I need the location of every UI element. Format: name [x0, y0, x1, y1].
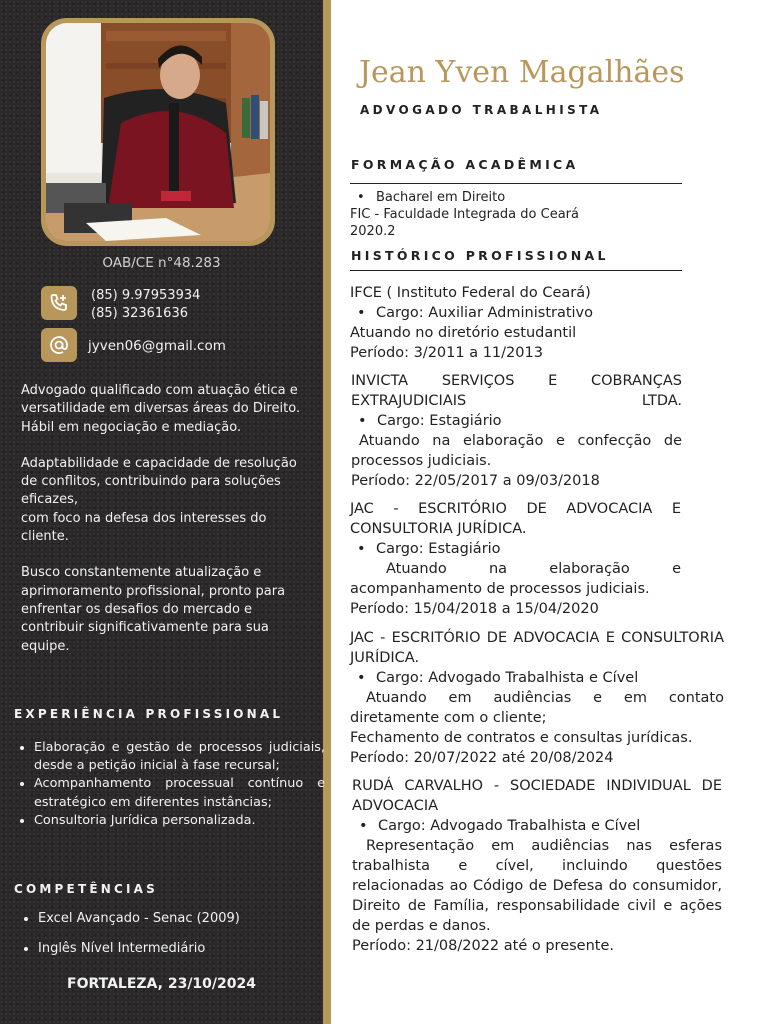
profile-photo: [41, 18, 275, 246]
experience-list: [18, 739, 325, 830]
job-entry: [350, 283, 680, 363]
job-entry: [350, 499, 681, 619]
graduation-year: 2020.2: [350, 224, 396, 239]
experience-title: EXPERIÊNCIA PROFISSIONAL: [14, 707, 284, 721]
skill-item: • Excel Avançado - Senac (2009): [38, 911, 328, 941]
job-company: IFCE ( Instituto Federal do Ceará): [350, 285, 591, 301]
history-title: HISTÓRICO PROFISSIONAL: [351, 248, 609, 263]
job-description-2: Fechamento de contratos e consultas jurídicas.: [350, 730, 693, 746]
job-period: Período: 3/2011 a 11/2013: [350, 345, 543, 361]
job-role: • Cargo: Estagiário: [350, 539, 681, 559]
email-address[interactable]: jyven06@gmail.com: [88, 338, 226, 354]
education-title: FORMAÇÃO ACADÊMICA: [351, 157, 579, 172]
at-sign-icon: [41, 328, 77, 362]
summary-line-4: com foco na defesa dos interesses do cliente.: [21, 510, 267, 545]
history-divider: [350, 270, 682, 271]
job-description: Representação em audiências nas esferas trabalhista e cível, incluindo questões relacionadas ao Código de Defesa do consumidor, Direito de Família, responsabilidade civil e ações de perdas e danos.: [352, 838, 722, 934]
location-date: FORTALEZA, 23/10/2024: [67, 976, 256, 992]
job-company: INVICTA SERVIÇOS E COBRANÇAS EXTRAJUDICIAIS LTDA.: [351, 373, 682, 409]
phone-plus-icon: [41, 286, 77, 320]
job-company: JAC - ESCRITÓRIO DE ADVOCACIA E CONSULTORIA JURÍDICA.: [350, 630, 724, 666]
skills-title: COMPETÊNCIAS: [14, 882, 158, 896]
job-description: Atuando em audiências e em contato diretamente com o cliente;: [350, 690, 724, 726]
oab-number: OAB/CE n°48.283: [102, 255, 221, 271]
job-company: JAC - ESCRITÓRIO DE ADVOCACIA E CONSULTORIA JURÍDICA.: [350, 501, 681, 537]
phone-1[interactable]: (85) 9.97953934: [91, 288, 201, 303]
summary-line-3: Adaptabilidade e capacidade de resolução de conflitos, contribuindo para soluções eficazes,: [21, 455, 297, 508]
summary-line-2: Hábil em negociação e mediação.: [21, 419, 242, 435]
skill-item: • Inglês Nível Intermediário: [38, 941, 328, 971]
job-role: • Cargo: Advogado Trabalhista e Cível: [352, 816, 722, 836]
skills-list: [22, 911, 328, 971]
job-period: Período: 21/08/2022 até o presente.: [352, 938, 614, 954]
job-company: RUDÁ CARVALHO - SOCIEDADE INDIVIDUAL DE ADVOCACIA: [352, 778, 722, 814]
experience-item: • Consultoria Jurídica personalizada.: [34, 812, 325, 830]
school: FIC - Faculdade Integrada do Ceará: [350, 207, 579, 222]
job-entry: [350, 628, 724, 768]
gold-divider: [323, 0, 331, 1024]
person-name: Jean Yven Magalhães: [359, 55, 685, 90]
education-divider: [350, 183, 682, 184]
job-title: ADVOGADO TRABALHISTA: [360, 103, 603, 117]
experience-item: • Acompanhamento processual contínuo e estratégico em diferentes instâncias;: [34, 775, 325, 811]
job-role: • Cargo: Estagiário: [351, 411, 682, 431]
job-description: Atuando na elaboração e confecção de processos judiciais.: [351, 433, 682, 469]
job-entry: [351, 371, 682, 491]
experience-item: • Elaboração e gestão de processos judiciais, desde a petição inicial à fase recursal;: [34, 739, 325, 775]
education-block: [350, 189, 685, 240]
summary-line-5: Busco constantemente atualização e aprimoramento profissional, pronto para enfrentar os desafios do mercado e contribuir significativamente para sua equipe.: [21, 565, 286, 654]
job-period: Período: 15/04/2018 a 15/04/2020: [350, 601, 599, 617]
phone-2[interactable]: (85) 32361636: [91, 306, 188, 321]
job-entry: [352, 776, 722, 956]
job-description: Atuando na elaboração e acompanhamento de processos judiciais.: [350, 561, 681, 597]
summary-line-1: Advogado qualificado com atuação ética e versatilidade em diversas áreas do Direito.: [21, 383, 301, 417]
degree: • Bacharel em Direito: [350, 189, 685, 206]
job-role: • Cargo: Auxiliar Administrativo: [350, 303, 680, 323]
job-period: Período: 22/05/2017 a 09/03/2018: [351, 473, 600, 489]
job-period: Período: 20/07/2022 até 20/08/2024: [350, 750, 614, 766]
job-role: • Cargo: Advogado Trabalhista e Cível: [350, 668, 724, 688]
profile-summary: [21, 382, 313, 656]
job-description: Atuando no diretório estudantil: [350, 325, 577, 341]
